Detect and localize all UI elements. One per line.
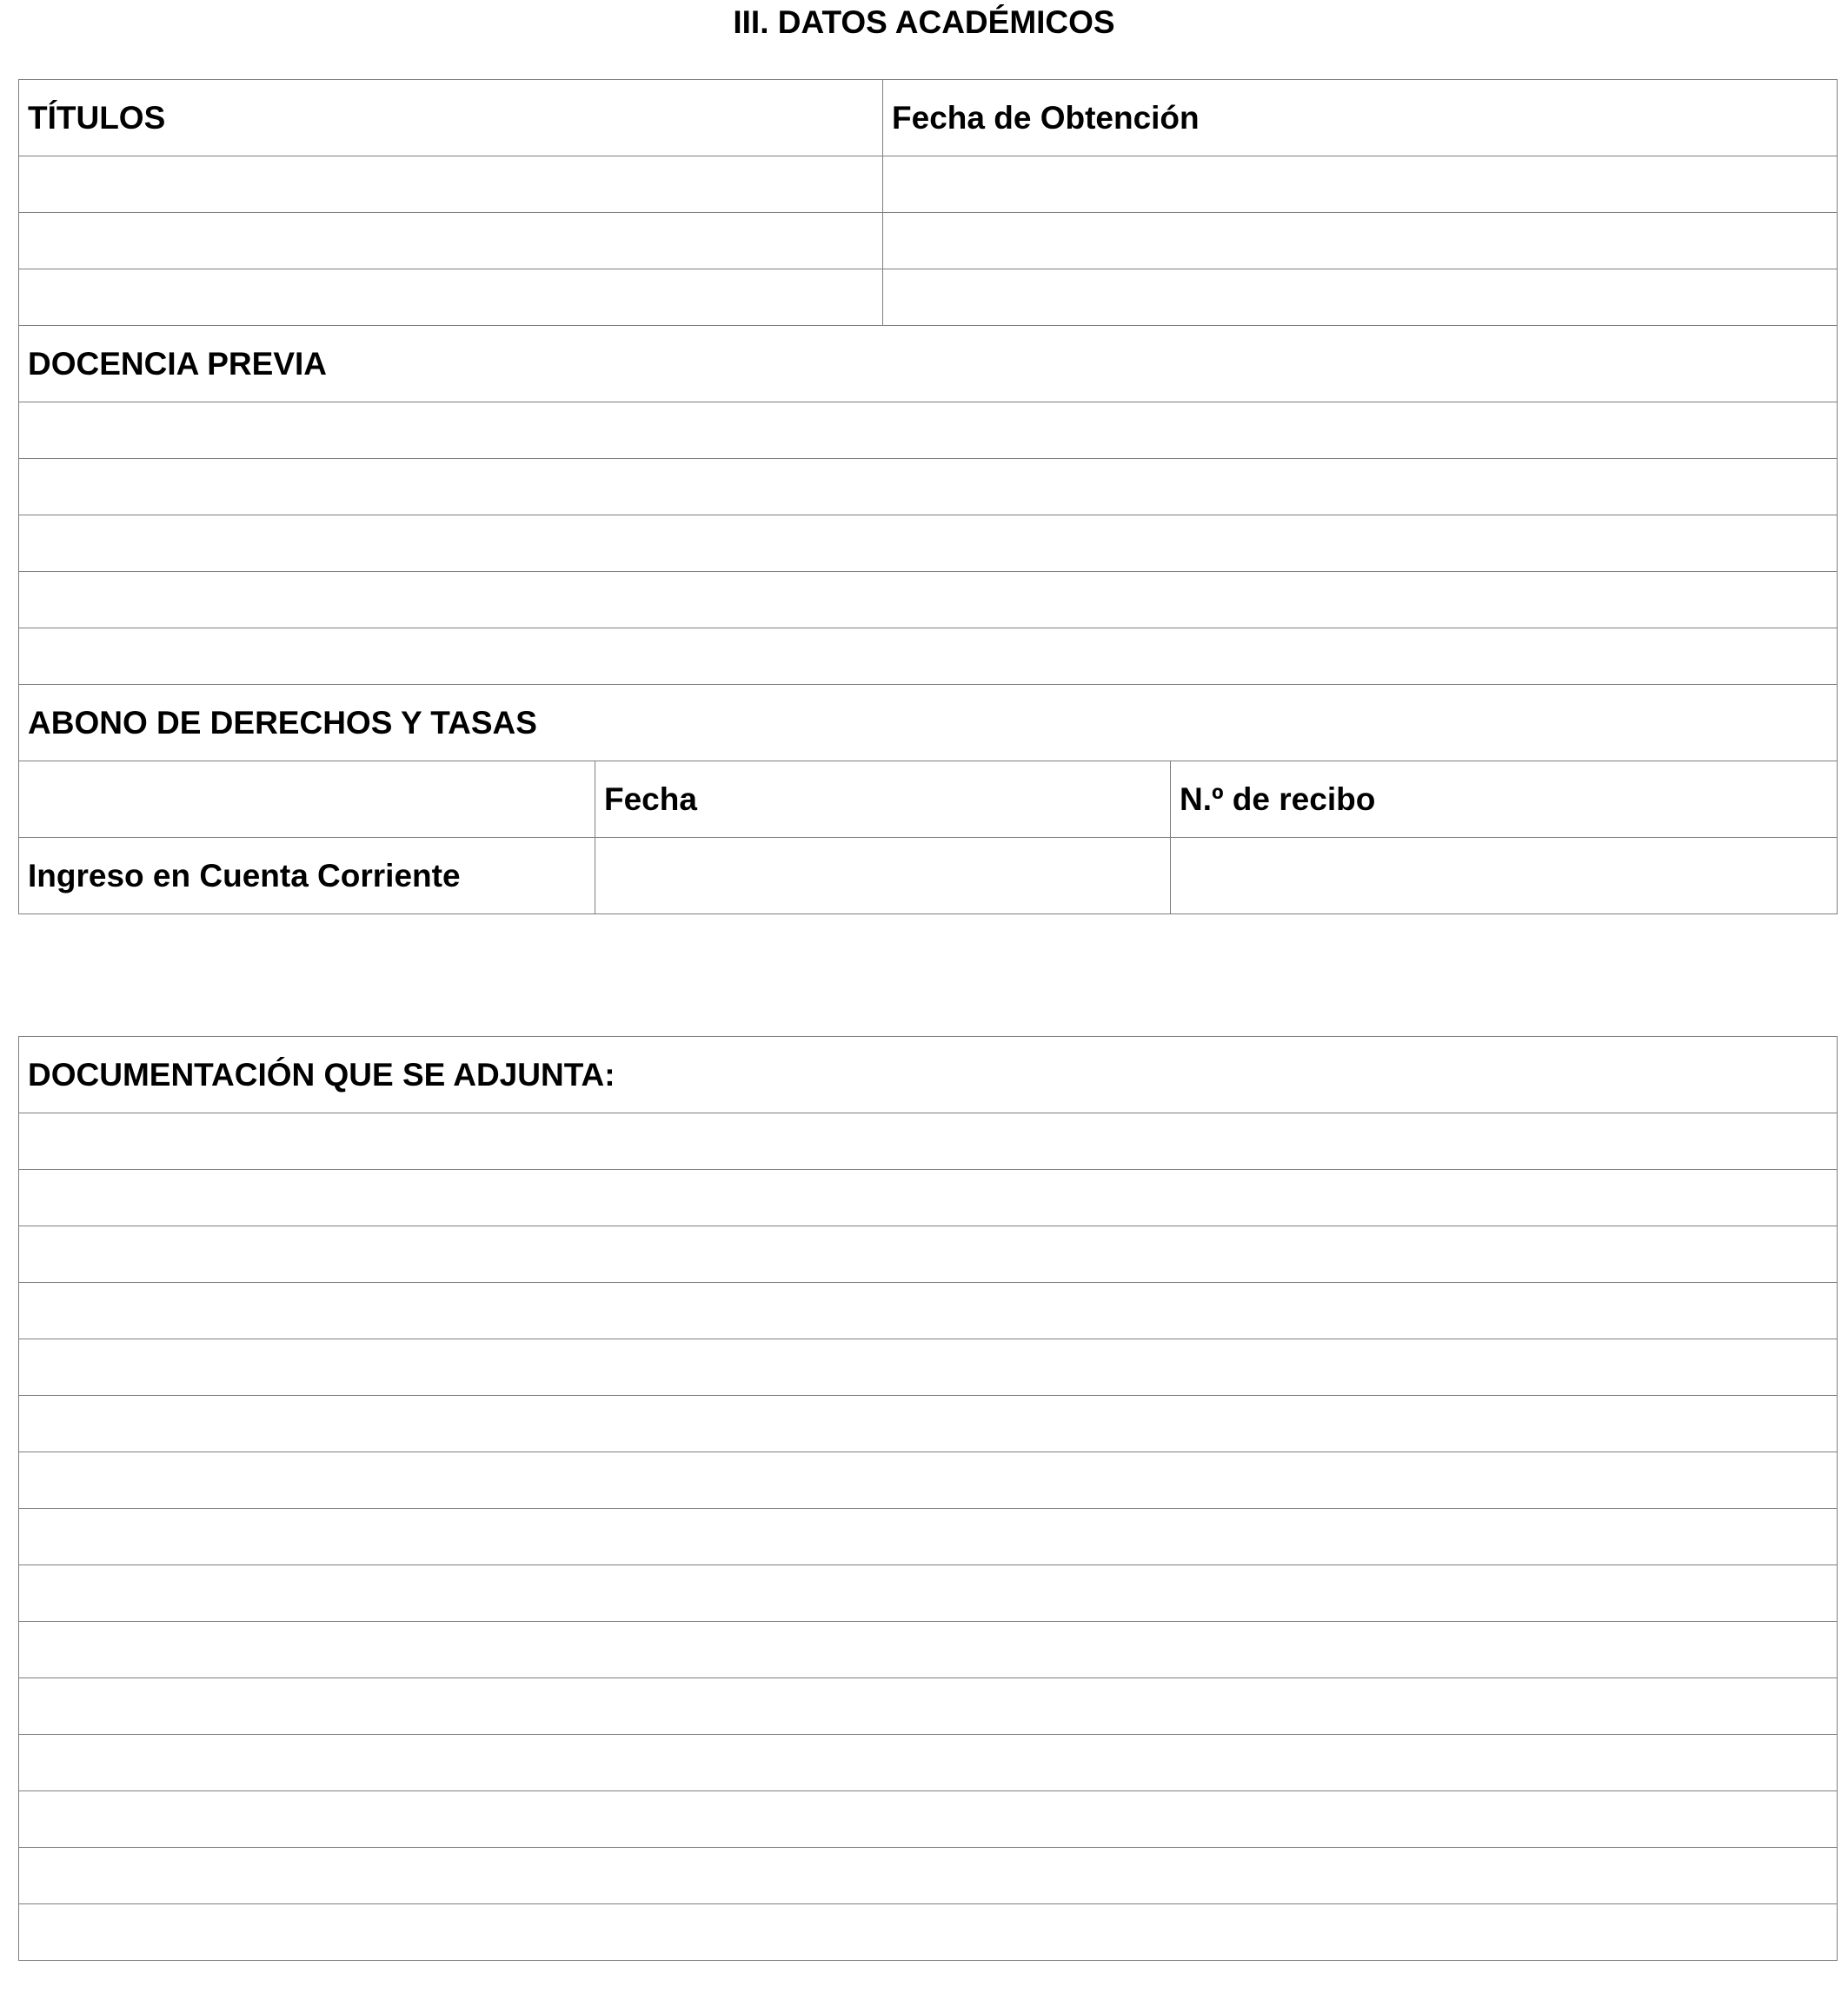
- previous-teaching-row: [19, 628, 1838, 685]
- fees-payment-header: ABONO DE DERECHOS Y TASAS: [19, 685, 1838, 761]
- documentation-row: [19, 1791, 1838, 1848]
- previous-teaching-header: DOCENCIA PREVIA: [19, 326, 1838, 402]
- documentation-row: [19, 1565, 1838, 1622]
- documentation-row: [19, 1283, 1838, 1339]
- fees-date-header: Fecha: [595, 761, 1171, 838]
- documentation-cell[interactable]: [19, 1678, 1838, 1735]
- previous-teaching-cell[interactable]: [19, 402, 1838, 459]
- documentation-row: [19, 1226, 1838, 1283]
- obtention-date-cell[interactable]: [883, 213, 1838, 269]
- documentation-row: [19, 1678, 1838, 1735]
- title-row: [19, 156, 1838, 213]
- previous-teaching-row: [19, 572, 1838, 628]
- documentation-row: [19, 1848, 1838, 1904]
- documentation-cell[interactable]: [19, 1509, 1838, 1565]
- obtention-date-header: Fecha de Obtención: [883, 80, 1838, 156]
- documentation-cell[interactable]: [19, 1396, 1838, 1452]
- previous-teaching-row: [19, 515, 1838, 572]
- documentation-cell[interactable]: [19, 1339, 1838, 1396]
- title-row: [19, 269, 1838, 326]
- previous-teaching-row: [19, 402, 1838, 459]
- attached-documentation-header: DOCUMENTACIÓN QUE SE ADJUNTA:: [19, 1037, 1838, 1113]
- documentation-row: [19, 1904, 1838, 1961]
- documentation-row: [19, 1396, 1838, 1452]
- current-account-deposit-label: Ingreso en Cuenta Corriente: [19, 838, 595, 914]
- documentation-row: [19, 1622, 1838, 1678]
- obtention-date-cell[interactable]: [883, 156, 1838, 213]
- documentation-cell[interactable]: [19, 1735, 1838, 1791]
- titles-header: TÍTULOS: [19, 80, 883, 156]
- documentation-cell[interactable]: [19, 1791, 1838, 1848]
- documentation-cell[interactable]: [19, 1565, 1838, 1622]
- documentation-cell[interactable]: [19, 1170, 1838, 1226]
- previous-teaching-cell[interactable]: [19, 572, 1838, 628]
- title-cell[interactable]: [19, 213, 883, 269]
- documentation-cell[interactable]: [19, 1848, 1838, 1904]
- documentation-cell[interactable]: [19, 1452, 1838, 1509]
- previous-teaching-cell[interactable]: [19, 628, 1838, 685]
- documentation-row: [19, 1339, 1838, 1396]
- documentation-cell[interactable]: [19, 1113, 1838, 1170]
- title-cell[interactable]: [19, 269, 883, 326]
- title-cell[interactable]: [19, 156, 883, 213]
- documentation-row: [19, 1509, 1838, 1565]
- title-row: [19, 213, 1838, 269]
- previous-teaching-cell[interactable]: [19, 515, 1838, 572]
- fees-receipt-number-cell[interactable]: [1171, 838, 1838, 914]
- documentation-row: [19, 1452, 1838, 1509]
- documentation-cell[interactable]: [19, 1283, 1838, 1339]
- fees-row: [19, 838, 1838, 914]
- fees-column-header-row: [19, 761, 1838, 838]
- obtention-date-cell[interactable]: [883, 269, 1838, 326]
- documentation-cell[interactable]: [19, 1904, 1838, 1961]
- fees-blank-header: [19, 761, 595, 838]
- attached-documentation-table: [18, 1036, 1838, 1961]
- documentation-cell[interactable]: [19, 1622, 1838, 1678]
- previous-teaching-cell[interactable]: [19, 459, 1838, 515]
- documentation-row: [19, 1735, 1838, 1791]
- documentation-row: [19, 1113, 1838, 1170]
- page-title: III. DATOS ACADÉMICOS: [733, 4, 1115, 40]
- fees-receipt-number-header: N.º de recibo: [1171, 761, 1838, 838]
- academic-data-table: [18, 79, 1838, 914]
- documentation-cell[interactable]: [19, 1226, 1838, 1283]
- previous-teaching-row: [19, 459, 1838, 515]
- fees-date-cell[interactable]: [595, 838, 1171, 914]
- documentation-row: [19, 1170, 1838, 1226]
